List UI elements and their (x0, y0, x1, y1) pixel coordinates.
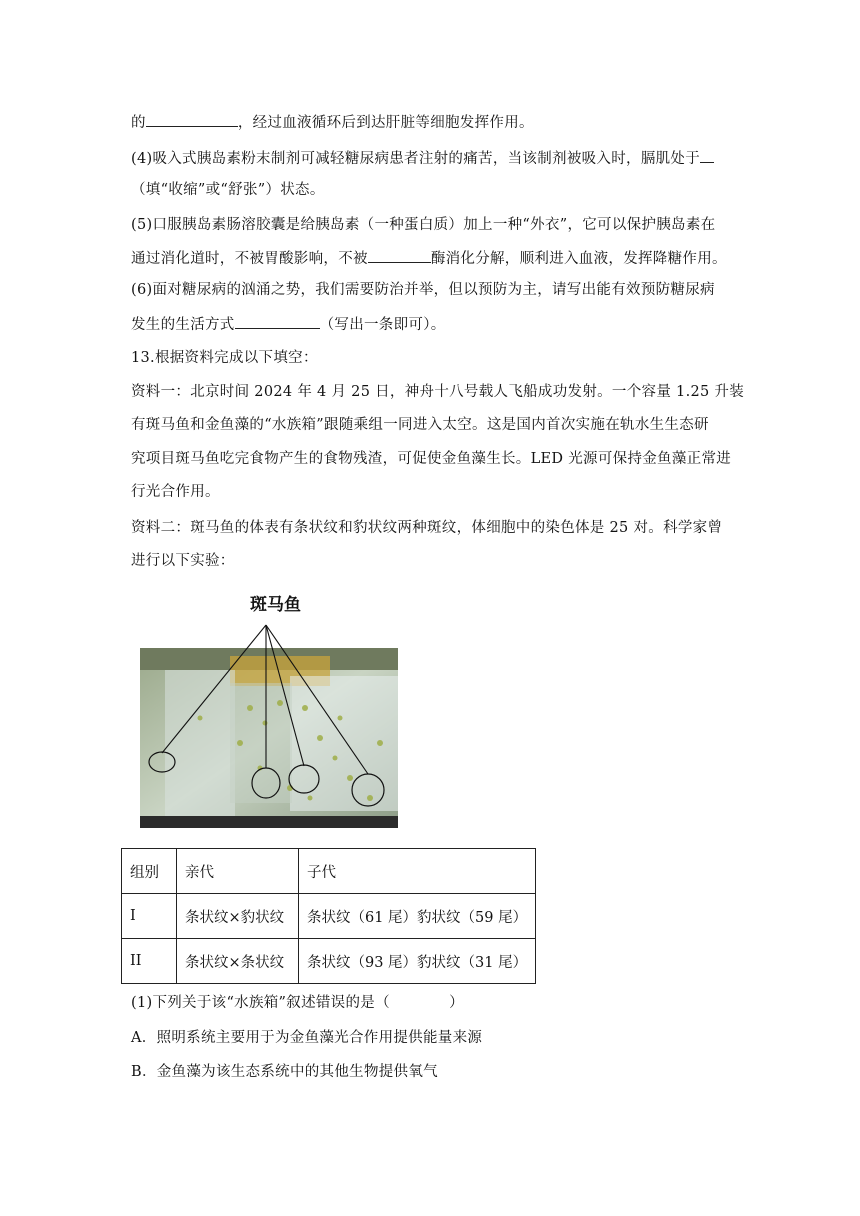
table-header: 子代 (299, 849, 536, 894)
question-6: (6)面对糖尿病的汹涌之势，我们需要防治并举，但以预防为主，请写出能有效预防糖尿病 (131, 282, 715, 298)
figure-label: 斑马鱼 (250, 595, 301, 615)
option-b: B．金鱼藻为该生态系统中的其他生物提供氧气 (131, 1064, 438, 1080)
material-1-line-2: 有斑马鱼和金鱼藻的“水族箱”跟随乘组一同进入太空。这是国内首次实施在轨水生生态研 (131, 417, 709, 433)
answer-blank (146, 112, 238, 127)
question-4: (4)吸入式胰岛素粉末制剂可减轻糖尿病患者注射的痛苦，当该制剂被吸入时，膈肌处于 (131, 151, 701, 167)
material-1-line-3: 究项目斑马鱼吃完食物产生的食物残渣，可促使金鱼藻生长。LED 光源可保持金鱼藻正常进 (131, 451, 732, 467)
table-cell: 条状纹（61 尾）豹状纹（59 尾） (299, 894, 536, 939)
text: 通过消化道时，不被胃酸影响，不被 (131, 251, 368, 267)
text-line-7 (131, 314, 446, 335)
option-a: A．照明系统主要用于为金鱼藻光合作用提供能量来源 (131, 1030, 483, 1046)
answer-blank (700, 148, 714, 163)
answer-blank (235, 314, 320, 329)
inheritance-table (121, 848, 536, 984)
material-1-line-4: 行光合作用。 (131, 484, 220, 500)
material-2-line-2: 进行以下实验： (131, 553, 235, 569)
text: 发生的生活方式 (131, 317, 235, 333)
aquarium-figure (140, 590, 410, 835)
material-1-line-1: 资料一：北京时间 2024 年 4 月 25 日，神舟十八号载人飞船成功发射。一个容量 1.25 升装 (131, 384, 745, 400)
table-header: 组别 (122, 849, 177, 894)
pointer-lines (140, 590, 410, 835)
question-13-1: (1)下列关于该“水族箱”叙述错误的是（ ） (131, 995, 464, 1011)
answer-blank (368, 248, 431, 263)
text-line-1 (131, 112, 534, 133)
text: 酶消化分解，顺利进入血液，发挥降糖作用。 (430, 251, 727, 267)
text: ，经过血液循环后到达肝脏等细胞发挥作用。 (237, 115, 534, 131)
table-header-row (122, 849, 536, 894)
text: 的 (131, 115, 146, 131)
table-cell: 条状纹×豹状纹 (177, 894, 299, 939)
table-cell: 条状纹（93 尾）豹状纹（31 尾） (299, 939, 536, 984)
table-cell: II (122, 939, 177, 984)
table-row (122, 939, 536, 984)
text: （写出一条即可）。 (319, 317, 446, 333)
table-row (122, 894, 536, 939)
question-13: 13.根据资料完成以下填空： (131, 350, 318, 366)
material-2-line-1: 资料二：斑马鱼的体表有条状纹和豹状纹两种斑纹，体细胞中的染色体是 25 对。科学家曾 (131, 520, 723, 536)
table-header: 亲代 (177, 849, 299, 894)
text-line-5 (131, 248, 727, 269)
table-cell: 条状纹×条状纹 (177, 939, 299, 984)
text-line-3: （填“收缩”或“舒张”）状态。 (131, 182, 325, 198)
question-5: (5)口服胰岛素肠溶胶囊是给胰岛素（一种蛋白质）加上一种“外衣”，它可以保护胰岛素在 (131, 217, 716, 233)
table-cell: I (122, 894, 177, 939)
text-line-2 (131, 148, 714, 169)
